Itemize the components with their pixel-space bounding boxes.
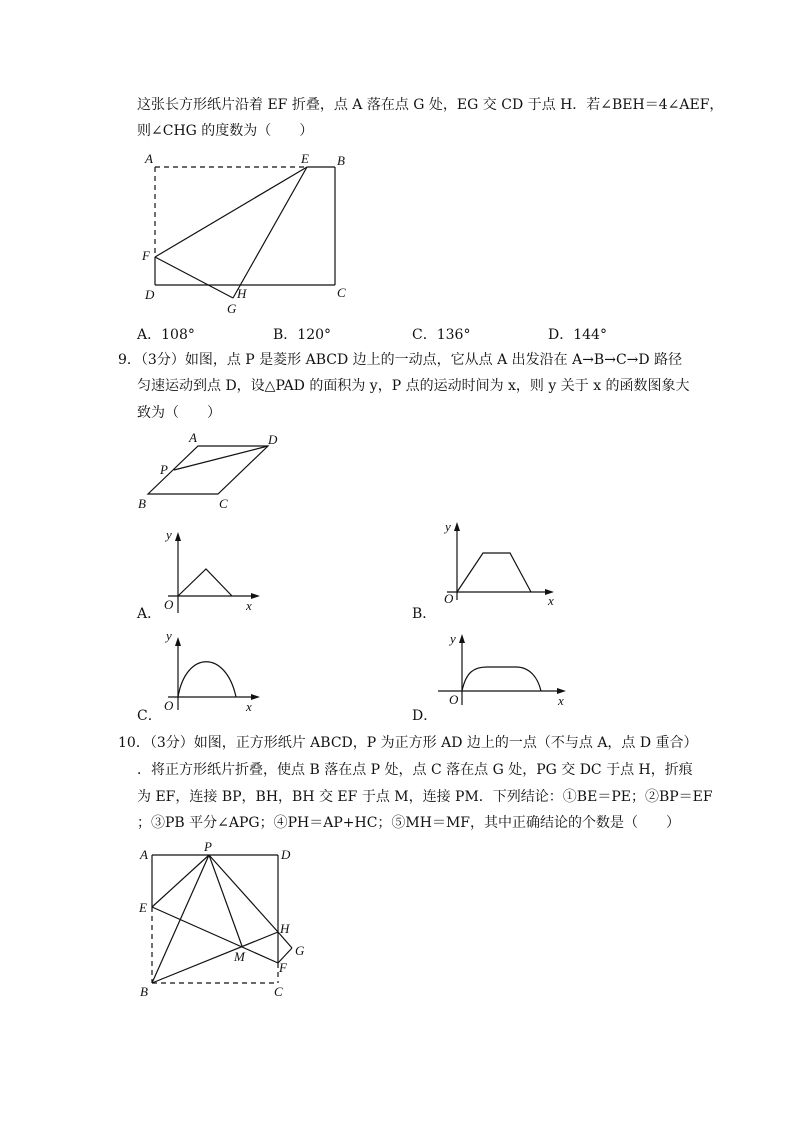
q8-option-d-letter: D． — [548, 327, 574, 343]
q8-option-a-letter: A． — [137, 327, 162, 343]
q8-label-E: E — [301, 151, 309, 166]
q10-label-H: H — [280, 921, 290, 936]
q9-label-B: B — [138, 496, 146, 511]
q10-label-E: E — [139, 900, 147, 915]
q8-label-B: B — [337, 153, 345, 168]
q10-label-G: G — [295, 943, 305, 958]
q10-label-F: F — [279, 960, 287, 975]
q9-option-d-letter: D． — [412, 708, 438, 724]
q10-edge-PH — [209, 855, 278, 932]
q9-label-A: A — [189, 430, 197, 445]
q9-label-P: P — [160, 462, 168, 477]
q9-stem-line3: 致为（ ） — [137, 405, 221, 421]
q9-graph-b-x-label: x — [548, 593, 554, 608]
q9-graph-a-x-label: x — [246, 598, 252, 613]
q10-edge-EP — [152, 855, 209, 907]
q9-option-b-letter: B． — [412, 606, 437, 622]
q10-stem-line1: 10．（3分）如图，正方形纸片 ABCD，P 为正方形 AD 边上的一点（不与点 A，点 D 重合） — [118, 735, 698, 751]
q8-label-H: H — [237, 286, 247, 301]
q9-label-D: D — [268, 432, 278, 447]
q10-stem-line4: ；③PB 平分∠APG；④PH＝AP+HC；⑤MH＝MF，其中正确结论的个数是（ ） — [137, 815, 681, 831]
q9-label-C: C — [219, 496, 228, 511]
q10-label-M: M — [234, 949, 245, 964]
q8-option-b-text: 120° — [297, 327, 332, 343]
q8-option-c-text: 136° — [436, 327, 471, 343]
q8-option-d-text: 144° — [573, 327, 607, 343]
q9-graph-d-origin: O — [449, 692, 459, 707]
q9-option-c-letter: C． — [137, 708, 162, 724]
q9-graph-d-x-label: x — [558, 693, 564, 708]
q9-graph-b-origin: O — [444, 591, 454, 606]
q10-label-A: A — [140, 847, 148, 862]
q9-option-a-letter: A． — [137, 606, 162, 622]
q9-graph-c-x-label: x — [246, 699, 252, 714]
q10-edge-PM — [209, 855, 242, 946]
q8-option-a-text: 108° — [161, 327, 195, 343]
q9-stem-line2: 匀速运动到点 D，设△PAD 的面积为 y，P 点的运动时间为 x，则 y 关于 x 的函数图象大 — [137, 378, 690, 394]
q10-label-B: B — [140, 984, 148, 999]
q9-graph-c-y-label: y — [166, 628, 172, 643]
q10-stem-line3: 为 EF，连接 BP，BH，BH 交 EF 于点 M，连接 PM．下列结论：①BE＝PE；②BP＝EF — [137, 789, 713, 805]
q8-option-c-letter: C． — [412, 327, 437, 343]
q8-stem-line1: 这张长方形纸片沿着 EF 折叠，点 A 落在点 G 处，EG 交 CD 于点 H．若∠BEH＝4∠AEF， — [137, 97, 724, 113]
q9-graph-a-y-label: y — [166, 527, 172, 542]
q10-label-D: D — [281, 847, 291, 862]
q8-stem-line2: 则∠CHG 的度数为（ ） — [137, 123, 314, 139]
q9-graph-d-y-label: y — [450, 631, 456, 646]
q8-option-b-letter: B． — [273, 327, 298, 343]
q9-stem-line1: 9．（3分）如图，点 P 是菱形 ABCD 边上的一动点，它从点 A 出发沿在 A→B→C→D 路径 — [118, 352, 683, 368]
q8-label-D: D — [145, 287, 155, 302]
q9-graph-a-origin: O — [164, 597, 174, 612]
q8-label-G: G — [227, 301, 237, 316]
q10-edge-EF — [152, 907, 278, 963]
q8-label-F: F — [142, 248, 150, 263]
q9-graph-c-origin: O — [164, 698, 174, 713]
q10-label-C: C — [274, 984, 283, 999]
q8-label-C: C — [337, 285, 346, 300]
q9-graph-b-y-label: y — [445, 519, 451, 534]
q8-label-A: A — [145, 151, 153, 166]
q10-stem-line2: ．将正方形纸片折叠，使点 B 落在点 P 处，点 C 落在点 G 处，PG 交 DC 于点 H，折痕 — [137, 762, 693, 778]
q10-label-P: P — [204, 839, 212, 854]
